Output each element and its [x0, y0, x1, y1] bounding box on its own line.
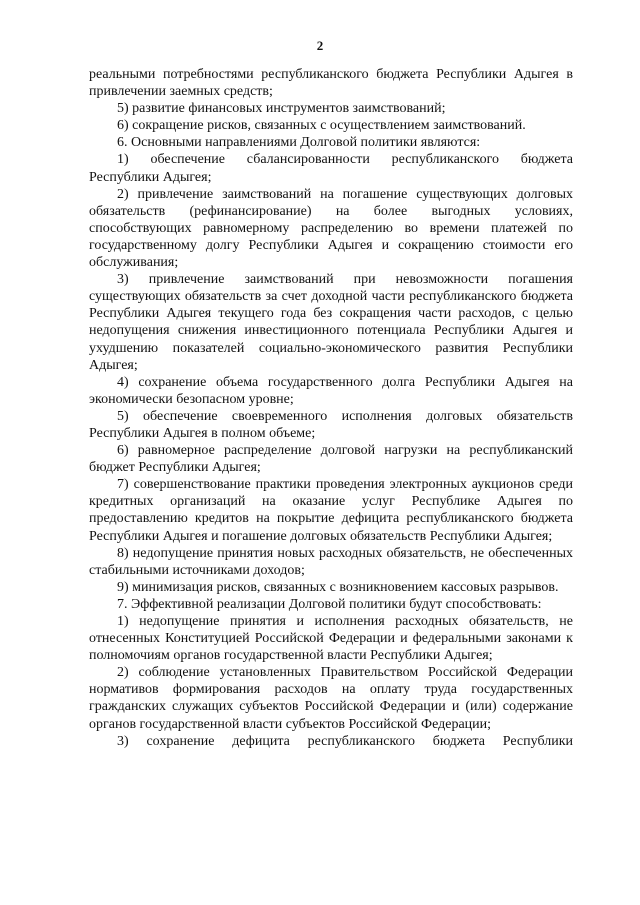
- paragraph: 9) минимизация рисков, связанных с возникновением кассовых разрывов.: [117, 579, 559, 595]
- paragraph: 6. Основными направлениями Долговой политики являются:: [117, 135, 481, 151]
- paragraph: 6) сокращение рисков, связанных с осуществлением заимствований.: [117, 118, 526, 134]
- paragraph: 1) недопущение принятия и исполнения расходных обязательств, не отнесенных Конституцией Российской Федерации и федеральными законами к полномочиям органов государственной власти Республики Адыгея;: [89, 614, 573, 664]
- paragraph: 1) обеспечение сбалансированности республиканского бюджета Республики Адыгея;: [89, 152, 573, 185]
- paragraph: 2) соблюдение установленных Правительством Российской Федерации нормативов формирования расходов на оплату труда государственных гражданских служащих субъектов Российской Федерации и (или) содержание органов государственной власти субъектов Российской Федерации;: [89, 665, 573, 732]
- paragraph: 5) развитие финансовых инструментов заимствований;: [117, 101, 446, 117]
- paragraph: 3) привлечение заимствований при невозможности погашения существующих обязательств за счет доходной части республиканского бюджета Республики Адыгея текущего года без сокращения части расходов, с целью недопущения снижения инвестиционного потенциала Республики Адыгея и ухудшению показателей социально-экономического развития Республики Адыгея;: [89, 272, 573, 373]
- paragraph: 6) равномерное распределение долговой нагрузки на республиканский бюджет Республики Адыгея;: [89, 443, 573, 476]
- paragraph: 7. Эффективной реализации Долговой политики будут способствовать:: [117, 596, 542, 612]
- paragraph: 4) сохранение объема государственного долга Республики Адыгея на экономически безопасном уровне;: [89, 374, 573, 407]
- paragraph: 5) обеспечение своевременного исполнения долговых обязательств Республики Адыгея в полном объеме;: [89, 408, 573, 441]
- page-number: 2: [316, 38, 324, 53]
- paragraph: 7) совершенствование практики проведения электронных аукционов среди кредитных организаций на оказание услуг Республике Адыгея по предоставлению кредитов на покрытие дефицита республиканского бюджета Республики Адыгея и погашение долговых обязательств Республики Адыгея;: [89, 477, 573, 544]
- paragraph: 3) сохранение дефицита республиканского бюджета Республики: [117, 733, 573, 749]
- paragraph: реальными потребностями республиканского бюджета Республики Адыгея в привлечении заемных средств;: [89, 67, 573, 100]
- document-body: [89, 66, 573, 750]
- paragraph: 8) недопущение принятия новых расходных обязательств, не обеспеченных стабильными источниками доходов;: [89, 545, 573, 578]
- paragraph: 2) привлечение заимствований на погашение существующих долговых обязательств (рефинансирование) на более выгодных условиях, способствующих равномерному распределению во времени платежей по государственному долгу Республики Адыгея и сокращению стоимости его обслуживания;: [89, 186, 573, 271]
